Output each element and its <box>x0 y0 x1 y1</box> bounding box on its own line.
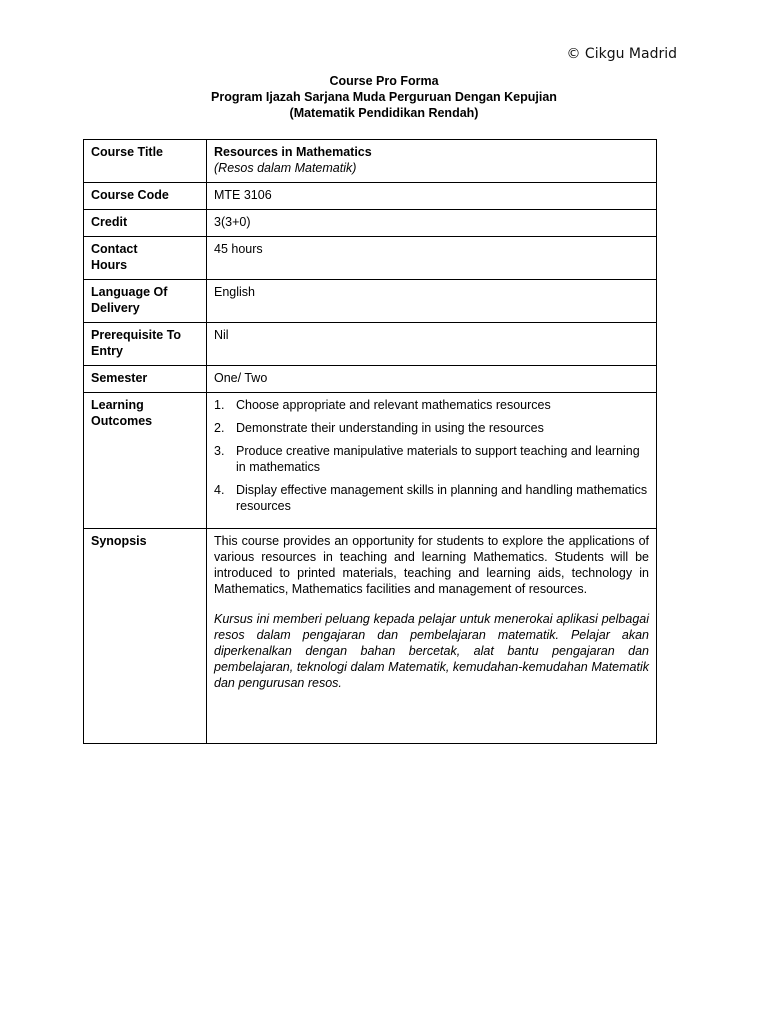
label-semester: Semester <box>84 366 207 393</box>
label-prerequisite-line1: Prerequisite To <box>91 328 182 342</box>
header-title: Course Pro Forma <box>329 74 439 88</box>
label-course-title: Course Title <box>84 140 207 183</box>
label-language-line2: Delivery <box>91 301 140 315</box>
value-synopsis <box>207 529 657 744</box>
list-item <box>214 482 649 514</box>
label-course-code: Course Code <box>84 183 207 210</box>
synopsis-malay: Kursus ini memberi peluang kepada pelajar untuk menerokai aplikasi pelbagai resos dalam pengajaran dan pembelajaran matematik. Pelajar akan diperkenalkan dengan bahan bercetak, alat bantu pengajaran dan pembelajaran, teknologi dalam Matematik, kemudahan-kemudahan Matematik dan pengurusan resos. <box>214 612 649 690</box>
label-learning-outcomes-line2: Outcomes <box>91 414 153 428</box>
row-semester <box>84 366 657 393</box>
list-item-text: Demonstrate their understanding in using the resources <box>236 421 544 435</box>
list-item-number: 1. <box>214 398 225 412</box>
value-prerequisite: Nil <box>207 323 657 366</box>
label-prerequisite <box>84 323 207 366</box>
course-pro-forma-table <box>83 139 657 744</box>
row-credit <box>84 210 657 237</box>
label-contact-hours-line1: Contact <box>91 242 138 256</box>
label-synopsis: Synopsis <box>84 529 207 744</box>
course-title-text: Resources in Mathematics <box>214 145 372 159</box>
row-contact-hours <box>84 237 657 280</box>
learning-outcomes-list <box>214 397 649 514</box>
row-prerequisite <box>84 323 657 366</box>
row-course-code <box>84 183 657 210</box>
header-program: Program Ijazah Sarjana Muda Perguruan Dengan Kepujian <box>211 90 557 104</box>
label-credit: Credit <box>84 210 207 237</box>
value-credit: 3(3+0) <box>207 210 657 237</box>
label-language-line1: Language Of <box>91 285 168 299</box>
synopsis-english: This course provides an opportunity for students to explore the applications of various resources in teaching and learning Mathematics. Students will be introduced to printed materials, teaching and learning aids, technology in Mathematics, Mathematics facilities and management of resources. <box>214 534 649 596</box>
label-learning-outcomes <box>84 393 207 529</box>
value-learning-outcomes <box>207 393 657 529</box>
row-language <box>84 280 657 323</box>
list-item-number: 4. <box>214 483 225 497</box>
label-prerequisite-line2: Entry <box>91 344 123 358</box>
label-learning-outcomes-line1: Learning <box>91 398 144 412</box>
list-item <box>214 397 649 413</box>
list-item-text: Produce creative manipulative materials to support teaching and learning in mathematics <box>236 444 640 474</box>
row-learning-outcomes <box>84 393 657 529</box>
watermark: © Cikgu Madrid <box>566 46 677 62</box>
value-course-code: MTE 3106 <box>207 183 657 210</box>
value-language: English <box>207 280 657 323</box>
label-language <box>84 280 207 323</box>
list-item-text: Display effective management skills in planning and handling mathematics resources <box>236 483 648 513</box>
list-item-number: 3. <box>214 444 225 458</box>
label-contact-hours-line2: Hours <box>91 258 128 272</box>
row-synopsis <box>84 529 657 744</box>
value-course-title <box>207 140 657 183</box>
value-contact-hours: 45 hours <box>207 237 657 280</box>
list-item-number: 2. <box>214 421 225 435</box>
row-course-title <box>84 140 657 183</box>
list-item-text: Choose appropriate and relevant mathematics resources <box>236 398 551 412</box>
value-semester: One/ Two <box>207 366 657 393</box>
header-specialization: (Matematik Pendidikan Rendah) <box>289 106 479 120</box>
label-contact-hours <box>84 237 207 280</box>
document-header <box>0 73 768 121</box>
list-item <box>214 443 649 475</box>
course-title-malay: (Resos dalam Matematik) <box>214 161 357 175</box>
list-item <box>214 420 649 436</box>
